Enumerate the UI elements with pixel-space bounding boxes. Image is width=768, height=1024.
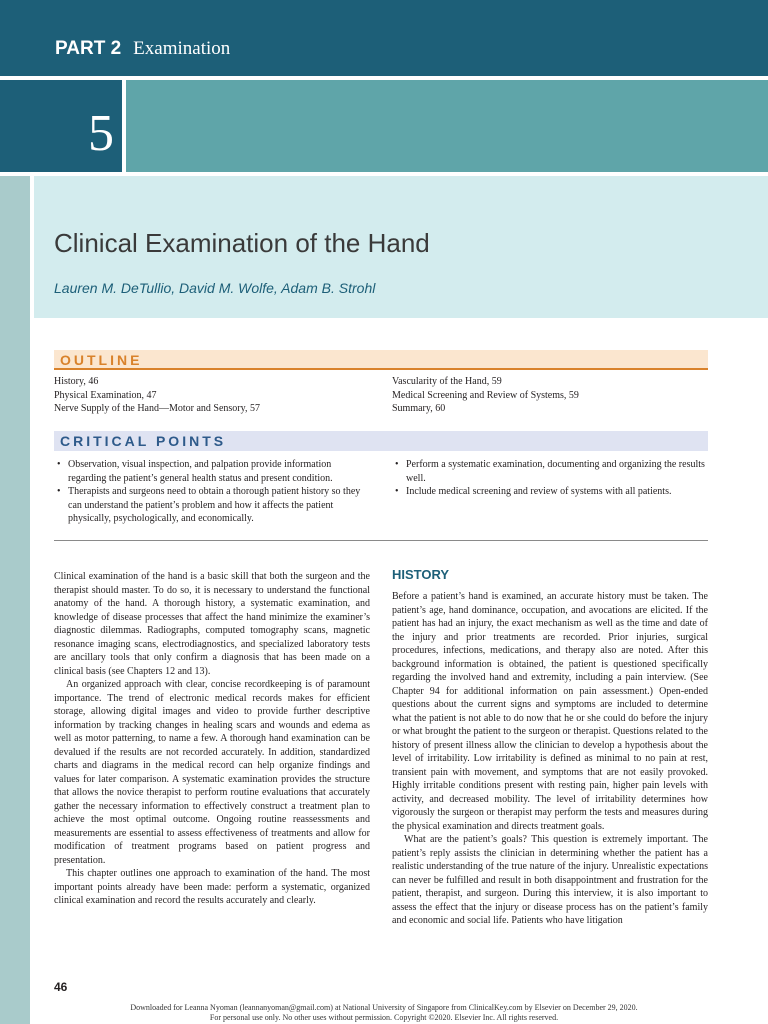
critical-point: • Include medical screening and review of systems with all patients. <box>392 485 708 499</box>
history-heading: HISTORY <box>392 567 450 582</box>
outline-item: Medical Screening and Review of Systems, 59 <box>392 389 579 401</box>
outline-item: Nerve Supply of the Hand—Motor and Sensory, 57 <box>54 403 260 414</box>
body-right-column <box>392 590 708 928</box>
body-paragraph: What are the patient’s goals? This question is extremely important. The patient’s reply assists the clinician in determining whether the patient has a realistic understanding of the true nature of the injury. Unrealistic expectations can never be fulfilled and result in both disappointment and frustration for the patient, therapist, and surgeon. During this interview, it is also important to assess the effect that the injury or disease process has on the patient’s family and economic and social life. Patients who have litigation <box>392 834 708 926</box>
outline-heading-bar <box>54 350 708 370</box>
chapter-number: 5 <box>88 105 114 162</box>
critical-points-right-list <box>392 458 708 499</box>
chapter-title: Clinical Examination of the Hand <box>54 228 430 258</box>
section-divider <box>54 540 708 541</box>
part-header-band <box>0 0 768 76</box>
body-paragraph: An organized approach with clear, concise recordkeeping is of paramount importance. The trend of electronic medical records makes for efficient storage, allowing digital images and video to provide further descriptive information by tracking changes in healing scars and wounds and edema as well as motor patterning, to name a few. A thorough hand examination can be devalued if the results are not recorded accurately. In addition, standardized charts and diagrams in the medical record can help organize findings and values for later comparison. A systematic examination provides the structure that allows the novice therapist to perform routine evaluations that accurately gather the necessary information to effectively construct a treatment plan to achieve the most optimal outcome. Ongoing routine reassessments and measurements are essential to assess effectiveness of treatments and allow for modification of treatment programs based on patient progress and presentation. <box>54 679 370 866</box>
body-paragraph: Before a patient’s hand is examined, an accurate history must be taken. The patient’s age, hand dominance, occupation, and avocations are elicited. If the patient has had an injury, the exact mechanism as well as the time and date of the injury and prior treatments are recorded. Prior injuries, surgical procedures, infections, medications, and therapy also are noted. After this background information is obtained, the patient is questioned specifically regarding the involved hand and extremity, including a pain interview. (See Chapter 94 for additional information on pain assessment.) Open-ended questions about the current signs and symptoms are included to determine what the patient is not able to do now that he or she could do before the injury or what brought the patient to the surgeon or therapist. Questions related to the history of present illness allow the clinician to develop a hypothesis about the level of irritability. Low irritability is defined as minimal to no pain at rest, transient pain with movement, and symptoms that are not easily provoked. Highly irritable conditions present with resting pain, higher pain levels with activity, and decreased mobility. The level of irritability determines how vigorously the surgeon or therapist may perform the tests and measures during the physical examination and directs treatment goals. <box>392 591 708 832</box>
chapter-band <box>126 80 768 172</box>
critical-points-heading-bar <box>54 431 708 451</box>
body-left-column <box>54 570 370 908</box>
outline-item: Vascularity of the Hand, 59 <box>392 376 502 387</box>
body-paragraph: This chapter outlines one approach to examination of the hand. The most important points already have been made: perform a systematic, organized clinical examination and record the results accurately and clearly. <box>54 868 370 906</box>
left-decorative-strip <box>0 176 30 1024</box>
page-number: 46 <box>54 980 68 994</box>
footer-line: Downloaded for Leanna Nyoman (leannanyoman@gmail.com) at National University of Singapore from ClinicalKey.com by Elsevier on December 29, 2020. <box>130 1003 638 1012</box>
outline-title: OUTLINE <box>60 352 143 368</box>
critical-points-left-list <box>54 458 370 526</box>
chapter-number-box <box>0 80 122 172</box>
outline-right-column <box>392 375 579 416</box>
critical-points-title: CRITICAL POINTS <box>60 433 227 449</box>
part-label <box>55 38 230 60</box>
outline-left-column <box>54 375 260 416</box>
chapter-authors: Lauren M. DeTullio, David M. Wolfe, Adam B. Strohl <box>54 280 376 296</box>
footer-line: For personal use only. No other uses without permission. Copyright ©2020. Elsevier Inc. All rights reserved. <box>209 1013 559 1022</box>
part-number: PART 2 <box>55 38 122 59</box>
critical-point: • Observation, visual inspection, and palpation provide information regarding the patient’s general health status and present condition. <box>54 458 370 485</box>
outline-item: Physical Examination, 47 <box>54 389 157 401</box>
body-paragraph: Clinical examination of the hand is a basic skill that both the surgeon and the therapist should master. To do so, it is necessary to understand the functional anatomy of the hand. A thorough history, a systematic examination, and knowledge of disease processes that affect the hand minimize the examiner’s diagnostic dilemmas. Radiographs, computed tomography scans, magnetic resonance imaging scans, electrodiagnostics, and specialized laboratory tests are ancillary tools that only confirm a diagnosis that has been made on a clinical basis (see Chapters 12 and 13). <box>54 571 370 677</box>
outline-item: Summary, 60 <box>392 403 446 414</box>
critical-point: • Therapists and surgeons need to obtain a thorough patient history so they can understand the patient’s problem and how it affects the patient physically, psychologically, and economically. <box>54 485 370 526</box>
outline-item: History, 46 <box>54 376 99 387</box>
part-name: Examination <box>133 38 231 59</box>
download-footer <box>0 1003 768 1023</box>
critical-point: • Perform a systematic examination, documenting and organizing the results well. <box>392 458 708 485</box>
